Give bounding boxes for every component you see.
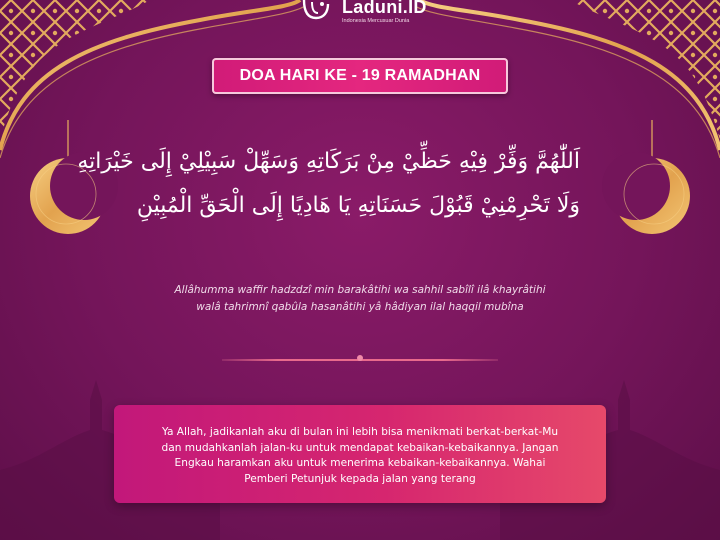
translation-box (114, 405, 606, 503)
right-crescent-icon (602, 152, 690, 234)
laduni-logo-icon (300, 0, 334, 22)
divider-dot (357, 355, 363, 361)
arabic-line-1: اَللّٰهُمَّ وَفِّرْ فِيْهِ حَظِّيْ مِنْ بَرَكَاتِهِ وَسَهِّلْ سَبِيْلِيْ إِلَى خَيْرَاتِهِ (77, 149, 580, 174)
title-banner (212, 58, 508, 94)
brand-tagline: Indonesia Mercusuar Dunia (342, 18, 410, 24)
translation-line-3: Engkau haramkan aku untuk menerima kebaikan-kebaikannya. Wahai (174, 457, 546, 469)
translation-line-1: Ya Allah, jadikanlah aku di bulan ini lebih bisa menikmati berkat-berkat-Mu (161, 426, 559, 438)
transliteration-line-1: Allâhumma waffir hadzdzî min barakâtihi wa sahhil sabîlî ilâ khayrâtihi (174, 284, 546, 296)
translation-line-2: dan mudahkanlah jalan-ku untuk mendapat kebaikan-kebaikannya. Jangan (161, 441, 559, 454)
transliteration-line-2: walâ tahrimnî qabûla hasanâtihi yâ hâdiyan ilal haqqil mubîna (196, 301, 524, 313)
brand-header (300, 0, 427, 25)
arabic-line-2: وَلَا تَحْرِمْنِيْ قَبُوْلَ حَسَنَاتِهِ يَا هَادِيًا إِلَى الْحَقِّ الْمُبِيْنِ (136, 193, 580, 218)
translation-line-4: Pemberi Petunjuk kepada jalan yang terang (244, 472, 476, 485)
brand-name: Laduni.ID (342, 0, 427, 17)
page-title: DOA HARI KE - 19 RAMADHAN (239, 67, 481, 84)
transliteration (130, 282, 590, 316)
arabic-prayer (77, 140, 580, 228)
translation-text (114, 425, 606, 487)
